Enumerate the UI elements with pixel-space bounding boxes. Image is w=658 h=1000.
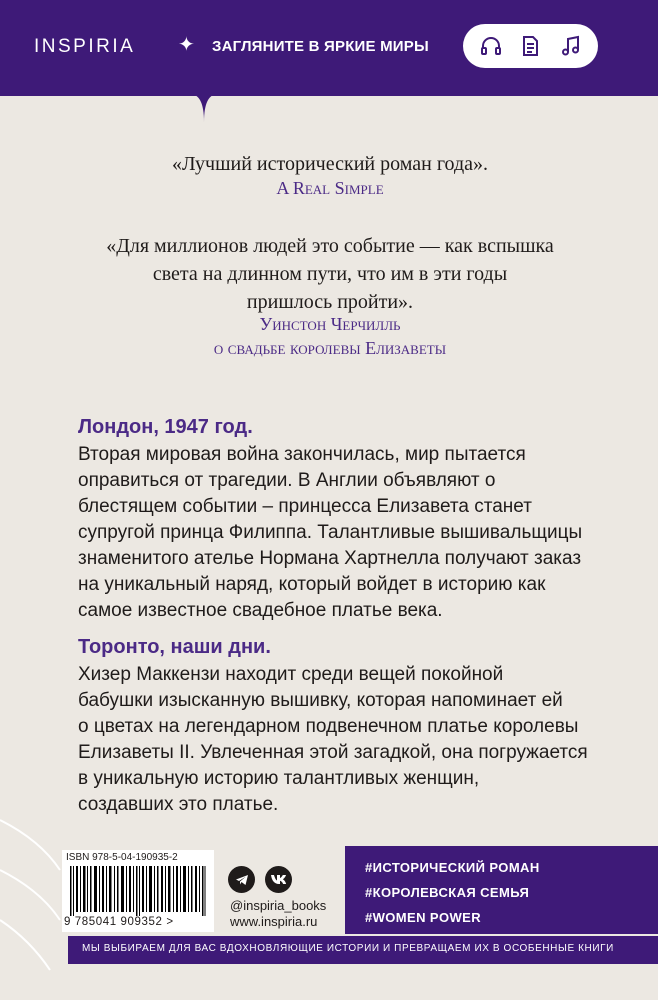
quote-2-line-2: света на длинном пути, что им в эти годы [152,263,508,285]
section-1-line: на уникальный наряд, который войдет в историю как [78,574,546,595]
tagline: ЗАГЛЯНИТЕ В ЯРКИЕ МИРЫ [212,38,429,55]
quote-1-text: «Лучший исторический роман года». [171,153,489,175]
section-2-line: создавших это платье. [78,794,279,815]
section-2-heading: Торонто, наши дни. [78,636,271,658]
section-1-heading: Лондон, 1947 год. [78,416,253,438]
section-1-line: оправиться от трагедии. В Англии объявляют о [78,470,496,491]
page-edge-decoration [0,780,70,1000]
quote-2-source-line-2: о свадьбе королевы Елизаветы [213,338,447,358]
section-1-line: самое известное свадебное платье века. [78,600,443,621]
hashtag-royal-family: #КОРОЛЕВСКАЯ СЕМЬЯ [365,885,530,900]
section-2-line: о цветах на легендарном подвенечном платье королевы [78,716,579,737]
social-icons [228,866,292,893]
hashtag-women-power: #WOMEN POWER [365,910,482,925]
section-1-line: Вторая мировая война закончилась, мир пытается [78,444,526,465]
website-link[interactable]: www.inspiria.ru [230,914,318,929]
quote-2-source-line-1: Уинстон Черчилль [259,314,401,334]
banner-notch-decoration [190,94,218,122]
isbn-barcode-box [62,850,214,932]
quote-2-line-1: «Для миллионов людей это событие — как вспышка [106,235,554,257]
hashtags-panel [345,846,658,934]
section-2-line: Хизер Маккензи находит среди вещей покойной [78,664,504,685]
section-1-line: знаменитого ателье Нормана Хартнелла получают заказ [78,548,582,569]
section-2-line: бабушки изысканную вышивку, которая напоминает ей [78,690,563,711]
headphones-icon [477,32,505,60]
vk-icon[interactable] [265,866,292,893]
format-icons-pill [463,24,598,68]
section-1-line: блестящем событии – принцесса Елизавета станет [78,496,532,517]
brand-logo: INSPIRIA [34,36,136,57]
header-banner [0,0,658,96]
social-handle[interactable]: @inspiria_books [230,898,327,913]
quote-2-line-3: пришлось пройти». [246,291,414,313]
hashtag-historical-novel: #ИСТОРИЧЕСКИЙ РОМАН [365,860,540,875]
star-icon: ✦ [178,34,195,56]
document-icon [516,32,544,60]
section-2-line: в уникальную историю талантливых женщин, [78,768,480,789]
music-note-icon [556,32,584,60]
section-2-line: Елизаветы II. Увлеченная этой загадкой, она погружается [78,742,588,763]
telegram-icon[interactable] [228,866,255,893]
footer-banner [68,936,658,964]
quote-1-source: A Real Simple [276,178,384,198]
isbn-number: ISBN 978-5-04-190935-2 [66,852,178,863]
barcode [70,866,206,916]
isbn-barcode-digits: 9 785041 909352 > [64,916,174,928]
footer-slogan: МЫ ВЫБИРАЕМ ДЛЯ ВАС ВДОХНОВЛЯЮЩИЕ ИСТОРИИ И ПРЕВРАЩАЕМ ИХ В ОСОБЕННЫЕ КНИГИ [82,943,614,954]
section-1-line: супругой принца Филиппа. Талантливые вышивальщицы [78,522,583,543]
